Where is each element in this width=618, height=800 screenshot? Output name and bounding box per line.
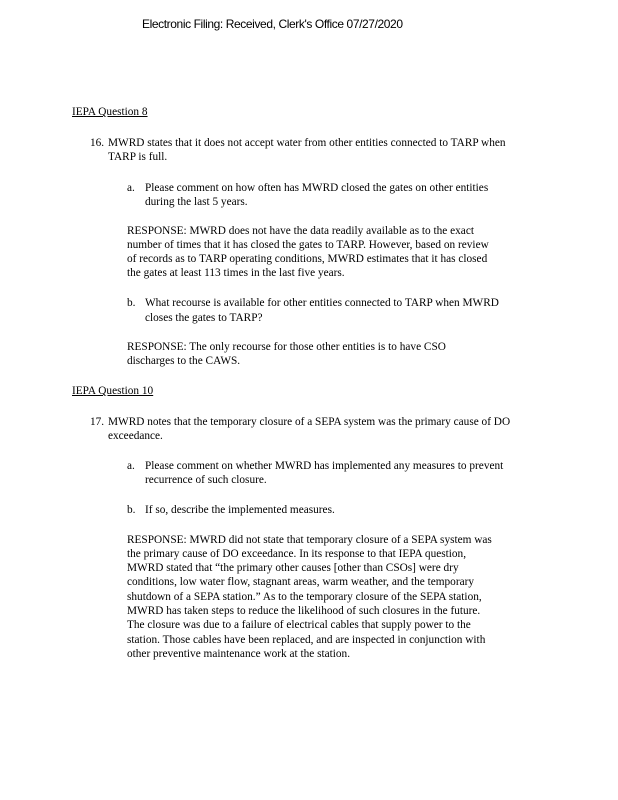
response-line: RESPONSE: MWRD does not have the data readily available as to the exact <box>127 225 474 237</box>
subitem-letter-a: a. <box>127 182 135 194</box>
filing-stamp: Electronic Filing: Received, Clerk's Office 07/27/2020 <box>142 17 403 31</box>
response-line: discharges to the CAWS. <box>127 355 241 367</box>
response-line: of records as to TARP operating conditions, MWRD estimates that it has closed <box>127 253 488 265</box>
item-17-line: MWRD notes that the temporary closure of a SEPA system was the primary cause of DO <box>108 416 511 428</box>
q10-a-line: Please comment on whether MWRD has implemented any measures to prevent <box>145 460 504 472</box>
subitem-letter-b: b. <box>127 297 136 309</box>
q8-a-line: Please comment on how often has MWRD closed the gates on other entities <box>145 182 489 194</box>
q8-a-line: during the last 5 years. <box>145 196 248 208</box>
item-number-16: 16. <box>90 137 105 149</box>
subitem-letter-b: b. <box>127 504 136 516</box>
item-16-line: TARP is full. <box>108 151 168 163</box>
response-line: number of times that it has closed the gates to TARP. However, based on review <box>127 239 489 251</box>
response-line: shutdown of a SEPA station.” As to the temporary closure of the SEPA station, <box>127 591 482 603</box>
q8-b-line: What recourse is available for other entities connected to TARP when MWRD <box>145 297 499 309</box>
response-line: the primary cause of DO exceedance. In its response to that IEPA question, <box>127 548 467 560</box>
item-16-line: MWRD states that it does not accept water from other entities connected to TARP when <box>108 137 506 149</box>
q10-b-line: If so, describe the implemented measures. <box>145 504 335 516</box>
response-line: conditions, low water flow, stagnant areas, warm weather, and the temporary <box>127 576 475 588</box>
response-line: RESPONSE: MWRD did not state that temporary closure of a SEPA system was <box>127 534 492 546</box>
section-heading-q8: IEPA Question 8 <box>72 106 148 118</box>
q8-b-line: closes the gates to TARP? <box>145 312 263 324</box>
response-line: The closure was due to a failure of electrical cables that supply power to the <box>127 619 471 631</box>
subitem-letter-a: a. <box>127 460 135 472</box>
section-heading-q10: IEPA Question 10 <box>72 385 154 397</box>
response-line: MWRD stated that “the primary other causes [other than CSOs] were dry <box>127 562 459 574</box>
response-line: station. Those cables have been replaced, and are inspected in conjunction with <box>127 634 486 646</box>
response-line: the gates at least 113 times in the last five years. <box>127 267 345 279</box>
response-line: MWRD has taken steps to reduce the likelihood of such closures in the future. <box>127 605 481 617</box>
item-17-line: exceedance. <box>108 430 163 442</box>
response-line: RESPONSE: The only recourse for those other entities is to have CSO <box>127 341 446 353</box>
q10-a-line: recurrence of such closure. <box>145 474 267 486</box>
response-line: other preventive maintenance work at the station. <box>127 648 351 660</box>
item-number-17: 17. <box>90 416 105 428</box>
